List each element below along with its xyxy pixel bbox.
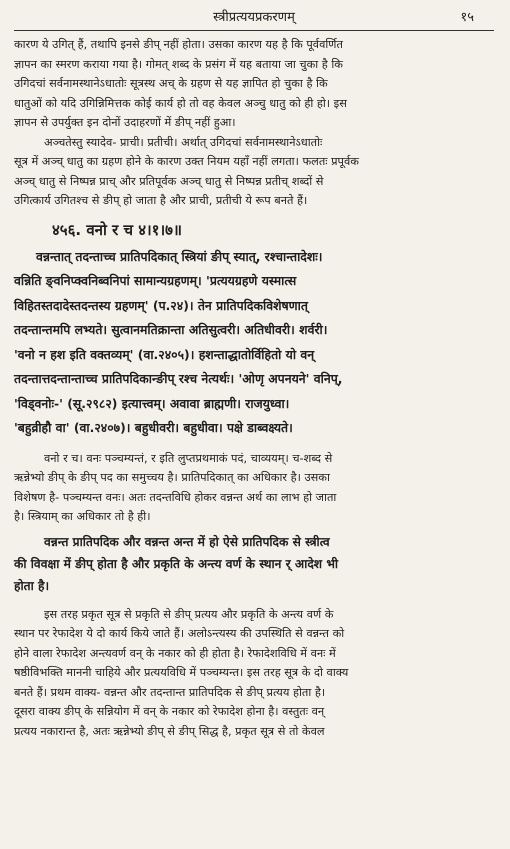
explanation-paragraph — [14, 449, 494, 527]
text-line: की विवक्षा में ङीप् होता है और प्रकृति के अन्त्य वर्ण के स्थान र् आदेश भी — [14, 556, 339, 571]
text-line: अञ्चतेस्तु स्यादेव- प्राची। प्रतीची। अर्थात् उगिदचां सर्वनामस्थानेऽधातोः — [44, 135, 323, 149]
text-line: ऋन्नेभ्यो ङीप् के ङीप् पद का समुच्चय है। प्रातिपदिकात् का अधिकार है। उसका — [14, 471, 330, 484]
spacer — [14, 597, 494, 605]
page-number: १५ — [460, 10, 474, 25]
text-line: वनो र च। वनः पञ्चम्यन्तं, र इति लुप्तप्रथमाकं पदं, चाव्ययम्। च-शब्द से — [44, 451, 333, 465]
chapter-title: स्त्रीप्रत्ययप्रकरणम् — [213, 10, 295, 25]
sanskrit-line: वन्निति ङ्वनिप्क्वनिब्वनिपां सामान्यग्रहणम्। 'प्रत्ययग्रहणे यस्मात्स — [14, 273, 297, 288]
anchu-paragraph — [14, 133, 494, 211]
text-line: धातुओं को यदि उगिन्निमित्तक कोई कार्य हो तो वह केवल अञ्चु धातु को ही हो। इस — [14, 96, 347, 110]
text-line: षष्ठीविभक्ति माननी चाहिये और प्रत्ययविधि में पञ्चम्यन्त। इस तरह सूत्र के दो वाक्य — [14, 666, 349, 679]
text-line: वन्नन्त प्रातिपदिक और वन्नन्त अन्त में हो ऐसे प्रातिपदिक से स्त्रीत्व — [44, 534, 330, 549]
text-line: बनते हैं। प्रथम वाक्य- वन्नन्त और तदन्तान्त प्रातिपदिक से ङीप् प्रत्यय होता है। — [14, 685, 326, 699]
intro-paragraph — [14, 35, 494, 133]
sutra-heading: ४५६. वनो र च ४।१।७॥ — [52, 220, 182, 239]
text-line: उगिदचां सर्वनामस्थानेऽधातोः सूत्रस्थ अच् के ग्रहण से यह ज्ञापित हो चुका है कि — [14, 77, 328, 90]
text-line: है। स्त्रियाम् का अधिकार तो है ही। — [14, 510, 151, 523]
text-line: ज्ञापन से उपर्युक्त इन दोनों उदाहरणों में ङीप् नहीं हुआ। — [14, 116, 236, 129]
text-line: इस तरह प्रकृत सूत्र से प्रकृति से ङीप् प्रत्यय और प्रकृति के अन्त्य वर्ण के — [44, 607, 334, 621]
sanskrit-line: वन्नन्तात् तदन्ताच्च प्रातिपदिकात् स्त्रियां ङीप् स्यात्, रश्चान्तादेशः। — [36, 248, 323, 264]
meaning-paragraph — [14, 531, 494, 597]
text-line: कारण ये उगित् हैं, तथापि इनसे ङीप् नहीं होता। उसका कारण यह है कि पूर्ववर्णित — [14, 38, 343, 51]
sanskrit-line: तदन्तान्तमपि लभ्यते। सुत्वानमतिक्रान्ता अतिसुत्वरी। अतिधीवरी। शर्वरी। — [14, 322, 328, 337]
sanskrit-line: 'बहुव्रीहौ वा' (वा.२४०७)। बहुधीवरी। बहुधीवा। पक्षे डाब्वक्ष्यते। — [14, 420, 293, 435]
running-header — [14, 6, 494, 30]
text-line: होता है। — [14, 578, 50, 593]
text-line: प्रत्यय नकारान्त है, अतः ऋन्नेभ्यो ङीप् से ङीप् सिद्ध है, प्रकृत सूत्र से तो केवल — [14, 724, 325, 738]
header-rule — [14, 30, 494, 31]
spacer — [14, 441, 494, 449]
text-line: दूसरा वाक्य ङीप् के सन्नियोग में वन् के नकार को रेफादेश होना है। वस्तुतः वन् — [14, 705, 325, 718]
sanskrit-line: विहितस्तदादेस्तदन्तस्य ग्रहणम्' (प.२४)। तेन प्रातिपदिकविशेषणात् — [14, 297, 308, 313]
text-line: विशेषण है- पञ्चम्यन्त वनः। अतः तदन्तविधि होकर वन्नन्त अर्थ का लाभ हो जाता — [14, 490, 337, 504]
text-line: ज्ञापन का स्मरण कराया गया है। गोमत् शब्द के प्रसंग में यह बताया जा चुका है कि — [14, 57, 343, 71]
sanskrit-line: 'वनो न हश इति वक्तव्यम्' (वा.२४०५)। हशन्ताद्धातोर्विहितो यो वन् — [14, 346, 315, 362]
text-line: स्थान पर रेफादेश ये दो कार्य किये जाते हैं। अलोऽन्त्यस्य की उपस्थिति से वन्नन्त को — [14, 627, 345, 640]
text-line: उगित्कार्य उगितश्च से ङीप् हो जाता है और प्राची, प्रतीची ये रूप बनते हैं। — [14, 194, 308, 207]
sanskrit-line: तदन्तात्तदन्तान्ताच्च प्रातिपदिकान्ङीप् रश्च नेत्यर्थः। 'ओणृ अपनयने' वनिप्, — [14, 371, 343, 386]
closing-paragraph — [14, 605, 494, 742]
text-line: होने वाला रेफादेश अन्त्यवर्ण वन् के नकार को ही होता है। रेफादेशविधि में वनः में — [14, 646, 336, 660]
text-line: अञ्च् धातु से निष्पन्न प्राच् और प्रतिपूर्वक अञ्च् धातु से निष्पन्न प्रतीच् शब्दों से — [14, 174, 324, 188]
text-line: सूत्र में अञ्च् धातु का ग्रहण होने के कारण उक्त नियम यहाँ नहीं लगता। फलतः प्रपूर्वक — [14, 155, 359, 168]
sanskrit-line: 'विड्वनोः-' (सू.२९८२) इत्यात्त्वम्। अवावा ब्राह्मणी। राजयुध्वा। — [14, 395, 290, 411]
kaumudi-block — [14, 245, 494, 441]
